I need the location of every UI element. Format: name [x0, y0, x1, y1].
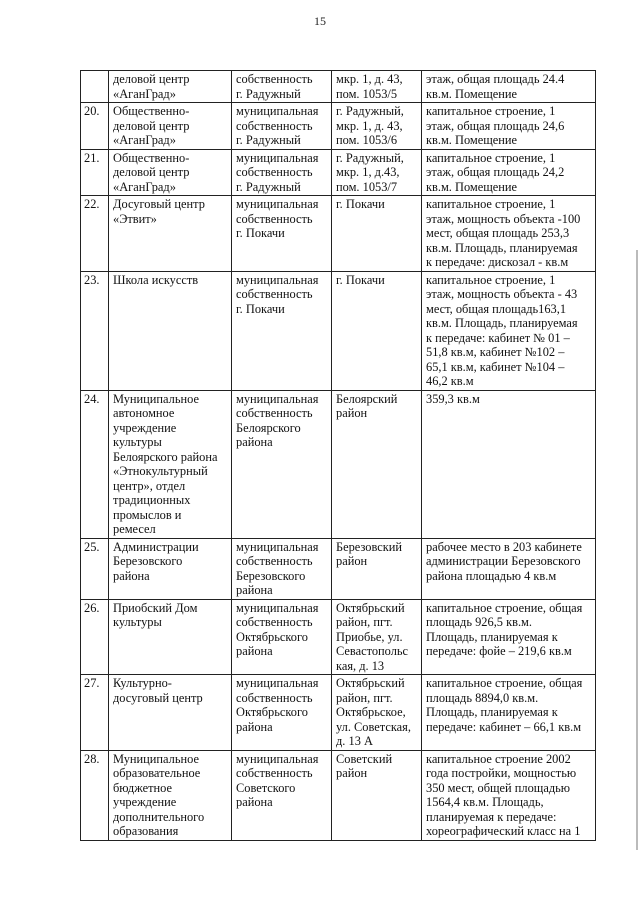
- row-number-cell: [81, 71, 109, 103]
- address-cell: Советский район: [332, 750, 422, 840]
- object-name-cell: Приобский Дом культуры: [109, 599, 232, 675]
- page-number: 15: [314, 14, 326, 28]
- ownership-cell: муниципальная собственность г. Покачи: [232, 271, 332, 390]
- row-number-cell: 24.: [81, 390, 109, 538]
- scan-edge-shadow: [636, 250, 638, 850]
- description-cell: капитальное строение 2002 года постройки, мощностью 350 мест, общей площадью 1564,4 кв.м. Площадь, планируемая к передаче: хореографический класс на 1: [422, 750, 596, 840]
- row-number-cell: 21.: [81, 149, 109, 196]
- object-name-cell: деловой центр «АганГрад»: [109, 71, 232, 103]
- description-cell: капитальное строение, общая площадь 926,5 кв.м. Площадь, планируемая к передаче: фойе – 219,6 кв.м: [422, 599, 596, 675]
- object-name-cell: Досуговый центр «Этвит»: [109, 196, 232, 272]
- object-name-cell: Культурно- досуговый центр: [109, 675, 232, 751]
- address-cell: Октябрьский район, пгт. Октябрьское, ул. Советская, д. 13 А: [332, 675, 422, 751]
- table-row: [81, 271, 596, 390]
- row-number-cell: 28.: [81, 750, 109, 840]
- description-cell: капитальное строение, 1 этаж, общая площадь 24,6 кв.м. Помещение: [422, 103, 596, 150]
- row-number-cell: 27.: [81, 675, 109, 751]
- property-table: [80, 70, 596, 841]
- description-cell: этаж, общая площадь 24.4 кв.м. Помещение: [422, 71, 596, 103]
- object-name-cell: Муниципальное образовательное бюджетное учреждение дополнительного образования: [109, 750, 232, 840]
- ownership-cell: муниципальная собственность Белоярского района: [232, 390, 332, 538]
- table-row: [81, 149, 596, 196]
- ownership-cell: муниципальная собственность г. Радужный: [232, 149, 332, 196]
- object-name-cell: Администрации Березовского района: [109, 538, 232, 599]
- address-cell: Белоярский район: [332, 390, 422, 538]
- table-row: [81, 71, 596, 103]
- object-name-cell: Школа искусств: [109, 271, 232, 390]
- address-cell: г. Радужный, мкр. 1, д. 43, пом. 1053/6: [332, 103, 422, 150]
- table-row: [81, 103, 596, 150]
- property-table-body: [81, 71, 596, 841]
- address-cell: г. Покачи: [332, 271, 422, 390]
- row-number-cell: 26.: [81, 599, 109, 675]
- row-number-cell: 25.: [81, 538, 109, 599]
- description-cell: 359,3 кв.м: [422, 390, 596, 538]
- address-cell: г. Покачи: [332, 196, 422, 272]
- table-row: [81, 196, 596, 272]
- address-cell: Березовский район: [332, 538, 422, 599]
- object-name-cell: Муниципальное автономное учреждение культуры Белоярского района «Этнокультурный центр», отдел традиционных промыслов и ремесел: [109, 390, 232, 538]
- ownership-cell: муниципальная собственность г. Радужный: [232, 103, 332, 150]
- table-row: [81, 750, 596, 840]
- description-cell: капитальное строение, 1 этаж, мощность объекта -100 мест, общая площадь 253,3 кв.м. Площадь, планируемая к передаче: дискозал - кв.м: [422, 196, 596, 272]
- row-number-cell: 20.: [81, 103, 109, 150]
- table-row: [81, 675, 596, 751]
- object-name-cell: Общественно- деловой центр «АганГрад»: [109, 149, 232, 196]
- ownership-cell: муниципальная собственность г. Покачи: [232, 196, 332, 272]
- description-cell: капитальное строение, общая площадь 8894,0 кв.м. Площадь, планируемая к передаче: кабинет – 66,1 кв.м: [422, 675, 596, 751]
- table-row: [81, 390, 596, 538]
- property-table-container: [80, 70, 595, 841]
- address-cell: мкр. 1, д. 43, пом. 1053/5: [332, 71, 422, 103]
- table-row: [81, 599, 596, 675]
- ownership-cell: муниципальная собственность Советского района: [232, 750, 332, 840]
- description-cell: капитальное строение, 1 этаж, мощность объекта - 43 мест, общая площадь163,1 кв.м. Площадь, планируемая к передаче: кабинет № 01 – 51,8 кв.м, кабинет №102 – 65,1 кв.м, кабинет №104 – 46,2 кв.м: [422, 271, 596, 390]
- row-number-cell: 22.: [81, 196, 109, 272]
- ownership-cell: собственность г. Радужный: [232, 71, 332, 103]
- ownership-cell: муниципальная собственность Октябрьского района: [232, 599, 332, 675]
- description-cell: рабочее место в 203 кабинете администрации Березовского района площадью 4 кв.м: [422, 538, 596, 599]
- row-number-cell: 23.: [81, 271, 109, 390]
- object-name-cell: Общественно- деловой центр «АганГрад»: [109, 103, 232, 150]
- table-row: [81, 538, 596, 599]
- ownership-cell: муниципальная собственность Октябрьского района: [232, 675, 332, 751]
- address-cell: Октябрьский район, пгт. Приобье, ул. Севастопольс кая, д. 13: [332, 599, 422, 675]
- description-cell: капитальное строение, 1 этаж, общая площадь 24,2 кв.м. Помещение: [422, 149, 596, 196]
- ownership-cell: муниципальная собственность Березовского района: [232, 538, 332, 599]
- address-cell: г. Радужный, мкр. 1, д.43, пом. 1053/7: [332, 149, 422, 196]
